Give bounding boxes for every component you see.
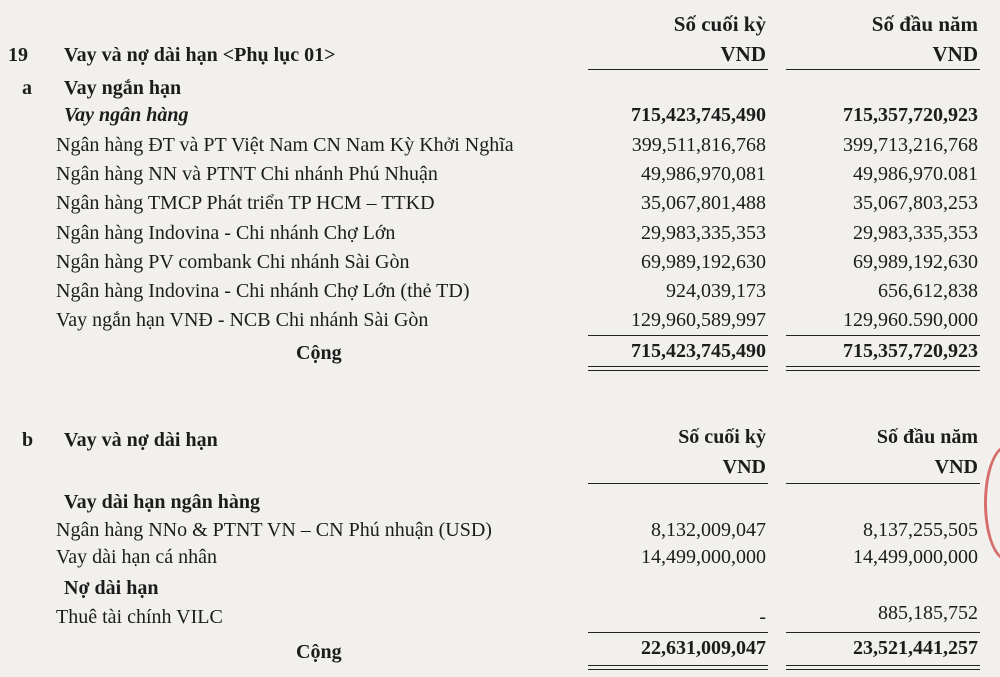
section-b-col1-currency: VND [722, 456, 766, 478]
section-19-number: 19 [8, 44, 28, 66]
row-col1: 399,511,816,768 [631, 134, 766, 156]
section-b-col2-double-underline [786, 665, 980, 670]
section-a-subtitle: Vay ngân hàng [64, 104, 189, 126]
row-col2: 69,989,192,630 [853, 251, 978, 273]
section-a-col2-double-underline [786, 366, 980, 371]
row-label: Ngân hàng Indovina - Chi nhánh Chợ Lớn [56, 222, 396, 244]
section-a-col1-subtotal-line [588, 335, 768, 336]
row-col2: 399,713,216,768 [843, 134, 978, 156]
header-col1-label: Số cuối kỳ [673, 12, 766, 36]
section-a-title: Vay ngắn hạn [64, 77, 182, 99]
row-col1: - [759, 606, 766, 628]
row-col1: 129,960,589,997 [631, 309, 766, 331]
section-b-total-col2: 23,521,441,257 [853, 637, 978, 659]
row-col1: 35,067,801,488 [641, 192, 766, 214]
row-label: Ngân hàng TMCP Phát triển TP HCM – TTKD [56, 192, 435, 214]
section-a-subtitle-col1: 715,423,745,490 [631, 104, 766, 126]
section-b-col1-subtotal-line [588, 632, 768, 633]
row-col1: 14,499,000,000 [641, 546, 766, 568]
row-label: Ngân hàng NN và PTNT Chi nhánh Phú Nhuận [56, 163, 438, 185]
row-col2: 29,983,335,353 [853, 222, 978, 244]
header-col2-label: Số đầu năm [871, 12, 978, 36]
section-a-col2-subtotal-line [786, 335, 980, 336]
section-b-col2-header-underline [786, 483, 980, 484]
section-b-letter: b [22, 429, 34, 451]
section-a-total-col1: 715,423,745,490 [631, 340, 766, 362]
section-b-col2-label: Số đầu năm [876, 426, 978, 448]
section-b-group1-title: Vay dài hạn ngân hàng [64, 491, 261, 513]
header-col2-currency: VND [932, 42, 978, 66]
section-b-col2-subtotal-line [786, 632, 980, 633]
section-a-total-col2: 715,357,720,923 [843, 340, 978, 362]
row-col2: 656,612,838 [878, 280, 978, 302]
row-label: Vay dài hạn cá nhân [56, 546, 218, 568]
section-a-subtitle-col2: 715,357,720,923 [843, 104, 978, 126]
section-a-letter: a [22, 77, 32, 99]
row-col1: 29,983,335,353 [641, 222, 766, 244]
row-label: Vay ngắn hạn VNĐ - NCB Chi nhánh Sài Gòn [56, 309, 429, 331]
row-label: Thuê tài chính VILC [56, 606, 223, 628]
header-col1-currency: VND [720, 42, 766, 66]
row-label: Ngân hàng PV combank Chi nhánh Sài Gòn [56, 251, 410, 273]
section-b-col1-double-underline [588, 665, 768, 670]
row-label: Ngân hàng ĐT và PT Việt Nam CN Nam Kỳ Khởi Nghĩa [56, 134, 514, 156]
row-col1: 49,986,970,081 [641, 163, 766, 185]
section-b-col2-currency: VND [934, 456, 978, 478]
section-b-title: Vay và nợ dài hạn [64, 429, 218, 451]
section-19-title: Vay và nợ dài hạn <Phụ lục 01> [64, 44, 336, 66]
row-col2: 14,499,000,000 [853, 546, 978, 568]
section-b-col1-header-underline [588, 483, 768, 484]
red-seal-stamp [984, 445, 1000, 561]
header-col1-underline [588, 69, 768, 70]
row-col2: 49,986,970.081 [853, 163, 978, 185]
header-col2-underline [786, 69, 980, 70]
row-col1: 8,132,009,047 [651, 519, 766, 541]
row-label: Ngân hàng Indovina - Chi nhánh Chợ Lớn (thẻ TD) [56, 280, 470, 302]
section-a-col1-double-underline [588, 366, 768, 371]
section-b-col1-label: Số cuối kỳ [678, 426, 766, 448]
section-a-total-label: Cộng [296, 342, 342, 364]
section-b-total-label: Cộng [296, 641, 342, 663]
row-label: Ngân hàng NNo & PTNT VN – CN Phú nhuận (USD) [56, 519, 492, 541]
section-b-group2-title: Nợ dài hạn [64, 577, 159, 599]
row-col2: 885,185,752 [878, 602, 978, 624]
row-col2: 35,067,803,253 [853, 192, 978, 214]
row-col2: 8,137,255,505 [863, 519, 978, 541]
row-col1: 924,039,173 [666, 280, 766, 302]
row-col2: 129,960.590,000 [843, 309, 978, 331]
section-b-total-col1: 22,631,009,047 [641, 637, 766, 659]
row-col1: 69,989,192,630 [641, 251, 766, 273]
